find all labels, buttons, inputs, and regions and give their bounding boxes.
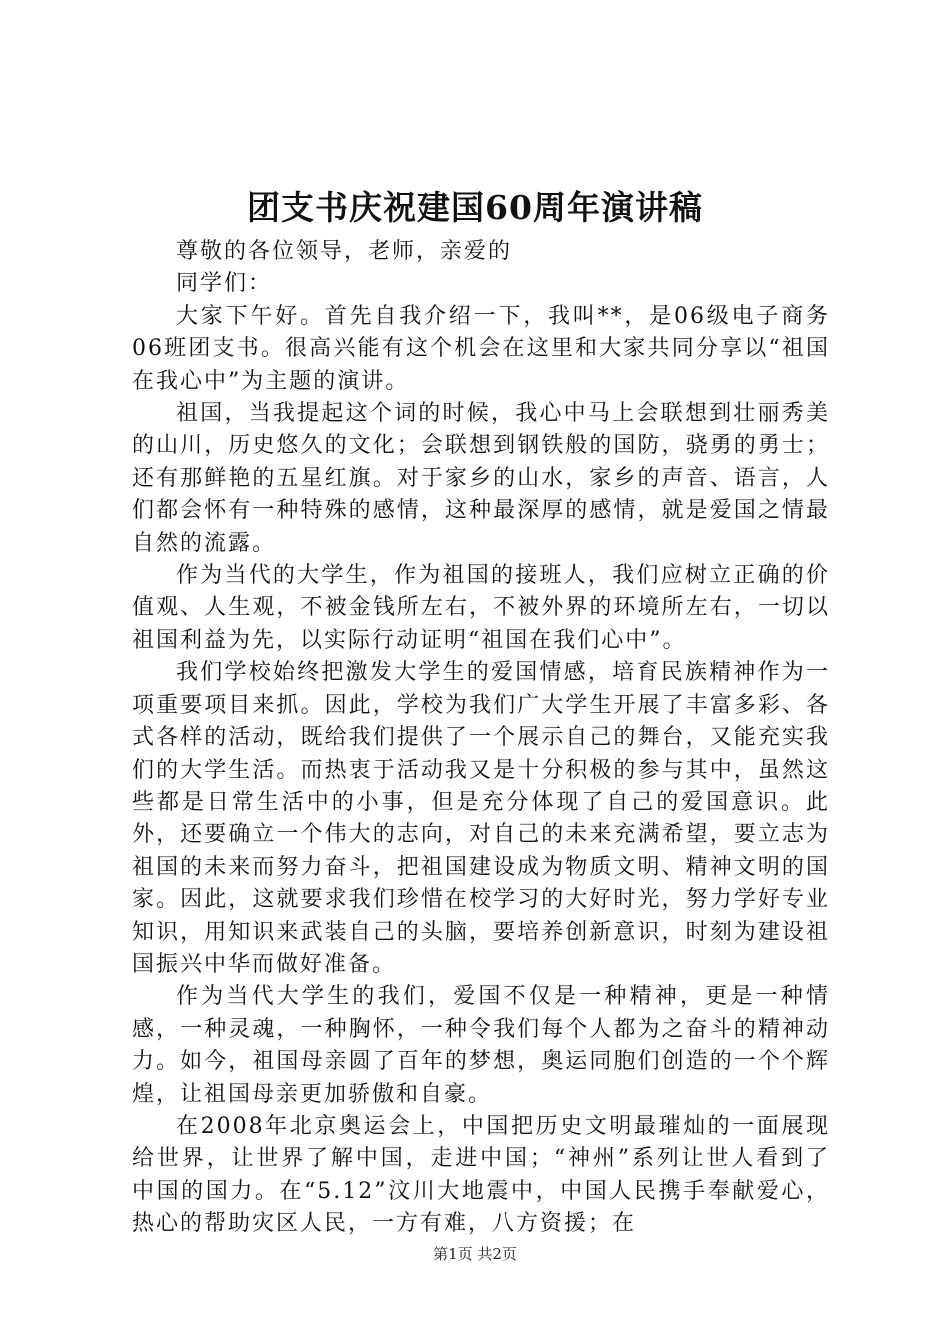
paragraph: 在2008年北京奥运会上，中国把历史文明最璀灿的一面展现给世界，让世界了解中国，走进中国；“神州”系列让世人看到了中国的国力。在“5.12”汶川大地震中，中国人民携手奉献爱心，热心的帮助灾区人民，一方有难，八方资援；在 [132, 1113, 830, 1237]
paragraph: 尊敬的各位领导，老师，亲爱的 [176, 239, 513, 264]
paragraph: 作为当代大学生的我们，爱国不仅是一种精神，更是一种情感，一种灵魂，一种胸怀，一种令我们每个人都为之奋斗的精神动力。如今，祖国母亲圆了百年的梦想，奥运同胞们创造的一个个辉煌，让祖国母亲更加骄傲和自豪。 [132, 984, 830, 1107]
paragraph: 作为当代的大学生，作为祖国的接班人，我们应树立正确的价值观、人生观，不被金钱所左右，不被外界的环境所左右，一切以祖国利益为先，以实际行动证明“祖国在我们心中”。 [132, 563, 830, 653]
paragraph: 祖国，当我提起这个词的时候，我心中马上会联想到壮丽秀美的山川，历史悠久的文化；会联想到钢铁般的国防，骁勇的勇士；还有那鲜艳的五星红旗。对于家乡的山水，家乡的声音、语言，人们都会怀有一种特殊的感情，这种最深厚的感情，就是爱国之情最自然的流露。 [132, 401, 830, 556]
document-body [132, 236, 830, 1241]
document-title: 团支书庆祝建国60周年演讲稿 [247, 188, 703, 227]
page-number-footer: 第1页 共2页 [433, 1245, 517, 1263]
paragraph: 同学们： [176, 271, 273, 297]
paragraph: 大家下午好。首先自我介绍一下，我叫**，是06级电子商务06班团支书。很高兴能有这个机会在这里和大家共同分享以“祖国在我心中”为主题的演讲。 [132, 303, 830, 394]
paragraph: 我们学校始终把激发大学生的爱国情感，培育民族精神作为一项重要项目来抓。因此，学校为我们广大学生开展了丰富多彩、各式各样的活动，既给我们提供了一个展示自己的舞台，又能充实我们的大学生活。而热衷于活动我又是十分积极的参与其中，虽然这些都是日常生活中的小事，但是充分体现了自己的爱国意识。此外，还要确立一个伟大的志向，对自己的未来充满希望，要立志为祖国的未来而努力奋斗，把祖国建设成为物质文明、精神文明的国家。因此，这就要求我们珍惜在校学习的大好时光，努力学好专业知识，用知识来武装自己的头脑，要培养创新意识，时刻为建设祖国振兴中华而做好准备。 [132, 660, 830, 977]
